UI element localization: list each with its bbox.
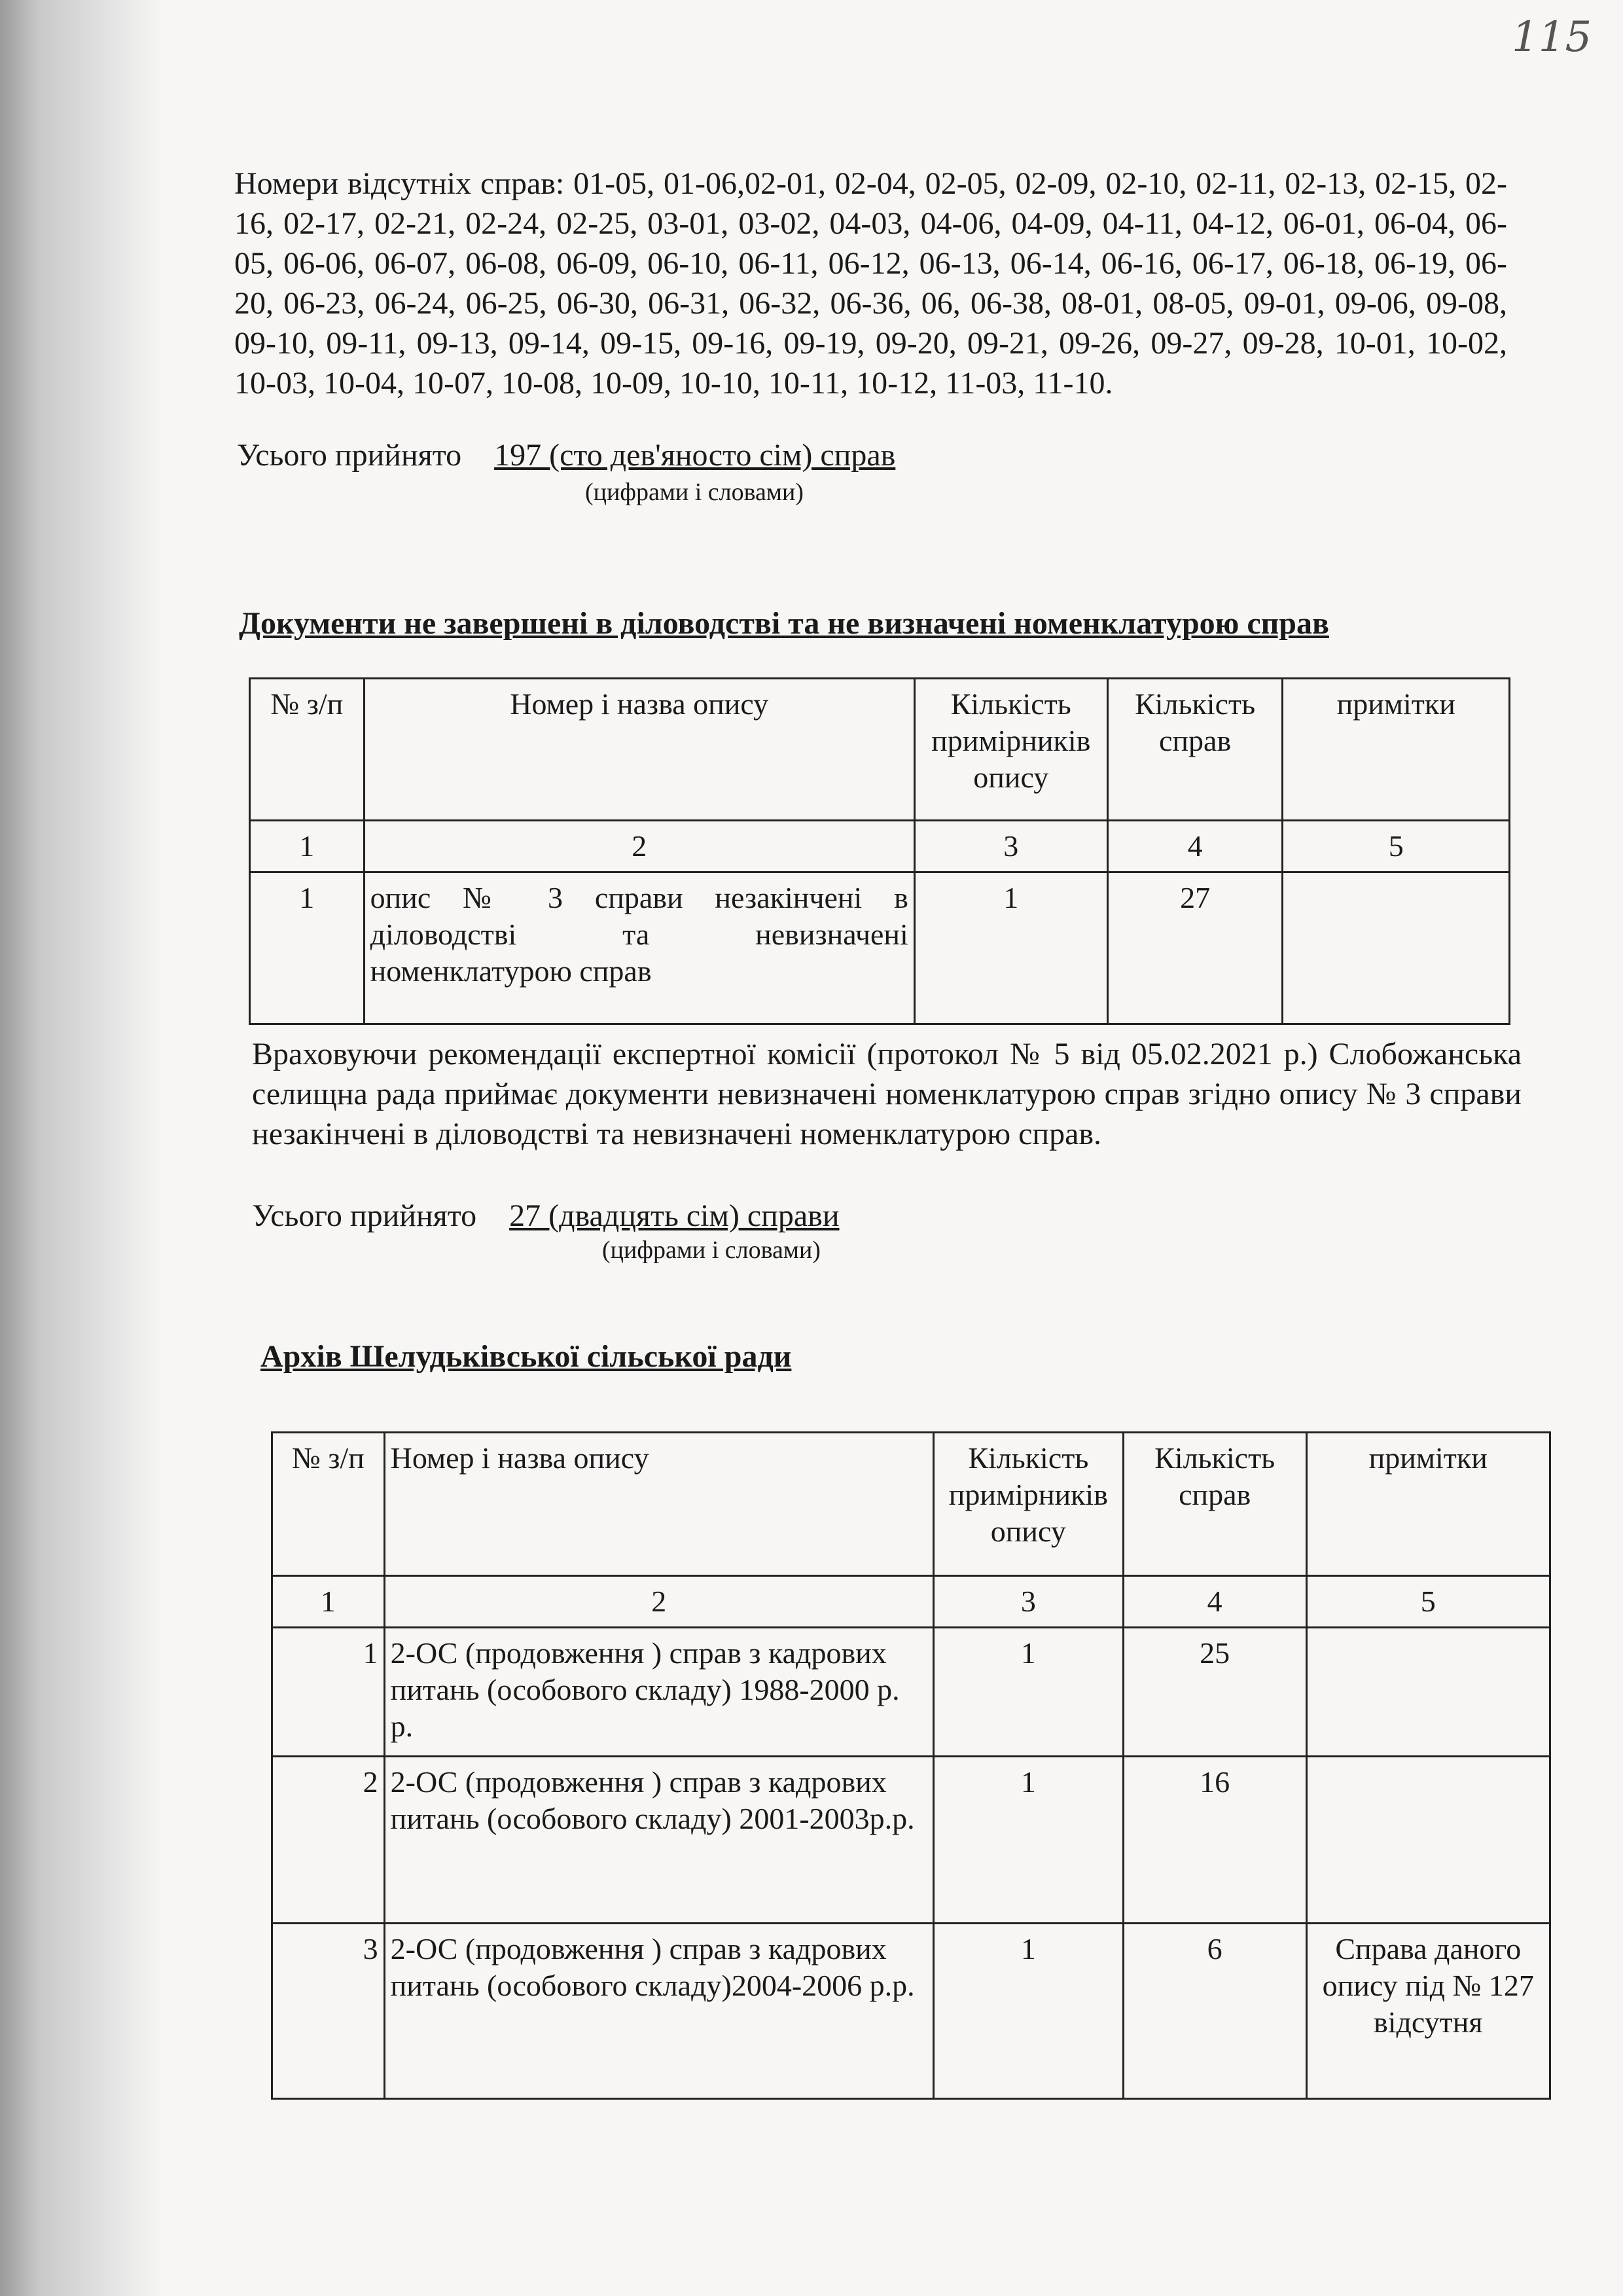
cell: 3 [914, 821, 1107, 872]
header-cell: Кількість справ [1123, 1433, 1306, 1576]
table-header-row [272, 1433, 1550, 1576]
cell: 4 [1107, 821, 1283, 872]
cell: Справа даного опису під № 127 відсутня [1306, 1924, 1550, 2099]
cell: опис № 3 справи незакінчені в діловодстві та невизначені номенклатурою справ [364, 872, 914, 1024]
cell: 1 [250, 821, 365, 872]
cell: 2 [384, 1576, 933, 1628]
cell: 3 [272, 1924, 385, 2099]
total-value: 27 (двадцять сім) справи [509, 1198, 840, 1233]
cell: 2-ОС (продовження ) справ з кадрових питань (особового складу) 1988-2000 р. р. [384, 1628, 933, 1757]
handwritten-page-number: 115 [1512, 13, 1592, 62]
section-heading: Архів Шелудьківської сільської ради [260, 1339, 792, 1374]
table-row [250, 872, 1510, 1024]
header-cell: Кількість справ [1107, 679, 1283, 821]
header-cell: Номер і назва опису [364, 679, 914, 821]
cell: 1 [933, 1628, 1123, 1757]
scan-shadow [0, 0, 164, 2296]
header-cell: Номер і назва опису [384, 1433, 933, 1576]
total-subtitle: (цифрами і словами) [602, 1236, 821, 1264]
total-accepted-1 [237, 437, 895, 473]
table-header-row [250, 679, 1510, 821]
header-cell: Кількість примірників опису [914, 679, 1107, 821]
header-cell: примітки [1283, 679, 1510, 821]
table-row [272, 1757, 1550, 1924]
table-number-row [250, 821, 1510, 872]
cell: 16 [1123, 1757, 1306, 1924]
header-cell: Кількість примірників опису [933, 1433, 1123, 1576]
missing-cases-list: Номери відсутніх справ: 01-05, 01-06,02-01, 02-04, 02-05, 02-09, 02-10, 02-11, 02-13, 02-15, 02-16, 02-17, 02-21, 02-24, 02-25, 03-01, 03-02, 04-03, 04-06, 04-09, 04-11, 04-12, 06-01, 06-04, 06-05, 06-06, 06-07, 06-08, 06-09, 06-10, 06-11, 06-12, 06-13, 06-14, 06-16, 06-17, 06-18, 06-19, 06-20, 06-23, 06-24, 06-25, 06-30, 06-31, 06-32, 06-36, 06, 06-38, 08-01, 08-05, 09-01, 09-06, 09-08, 09-10, 09-11, 09-13, 09-14, 09-15, 09-16, 09-19, 09-20, 09-21, 09-26, 09-27, 09-28, 10-01, 10-02, 10-03, 10-04, 10-07, 10-08, 10-09, 10-10, 10-11, 10-12, 11-03, 11-10. [234, 166, 1507, 401]
total-label: Усього прийнято [237, 438, 462, 473]
total-value: 197 (сто дев'яносто сім) справ [494, 438, 896, 473]
cell: 1 [272, 1628, 385, 1757]
cell: 1 [914, 872, 1107, 1024]
cell [1283, 872, 1510, 1024]
cell: 2-ОС (продовження ) справ з кадрових питань (особового складу) 2001-2003р.р. [384, 1757, 933, 1924]
cell: 5 [1283, 821, 1510, 872]
cell: 27 [1107, 872, 1283, 1024]
commission-paragraph: Враховуючи рекомендації експертної комісії (протокол № 5 від 05.02.2021 р.) Слобожанська селищна рада приймає документи невизначені номенклатурою справ згідно опису № 3 справи незакінчені в діловодстві та невизначені номенклатурою справ. [252, 1037, 1522, 1151]
cell: 2 [272, 1757, 385, 1924]
cell: 25 [1123, 1628, 1306, 1757]
cell [1306, 1757, 1550, 1924]
table-unfinished-docs [249, 677, 1510, 1025]
cell: 1 [933, 1757, 1123, 1924]
total-accepted-2 [252, 1198, 840, 1234]
cell [1306, 1628, 1550, 1757]
header-cell: № з/п [250, 679, 365, 821]
cell: 2-ОС (продовження ) справ з кадрових питань (особового складу)2004-2006 р.р. [384, 1924, 933, 2099]
cell: 1 [933, 1924, 1123, 2099]
table-number-row [272, 1576, 1550, 1628]
cell: 1 [272, 1576, 385, 1628]
cell: 2 [364, 821, 914, 872]
cell: 5 [1306, 1576, 1550, 1628]
cell: 3 [933, 1576, 1123, 1628]
cell: 6 [1123, 1924, 1306, 2099]
header-cell: примітки [1306, 1433, 1550, 1576]
header-cell: № з/п [272, 1433, 385, 1576]
total-subtitle: (цифрами і словами) [585, 478, 804, 506]
table-row [272, 1924, 1550, 2099]
table-archive [271, 1431, 1551, 2100]
section-heading: Документи не завершені в діловодстві та не визначені номенклатурою справ [239, 606, 1329, 641]
total-label: Усього прийнято [252, 1198, 477, 1233]
table-row [272, 1628, 1550, 1757]
cell: 4 [1123, 1576, 1306, 1628]
cell: 1 [250, 872, 365, 1024]
